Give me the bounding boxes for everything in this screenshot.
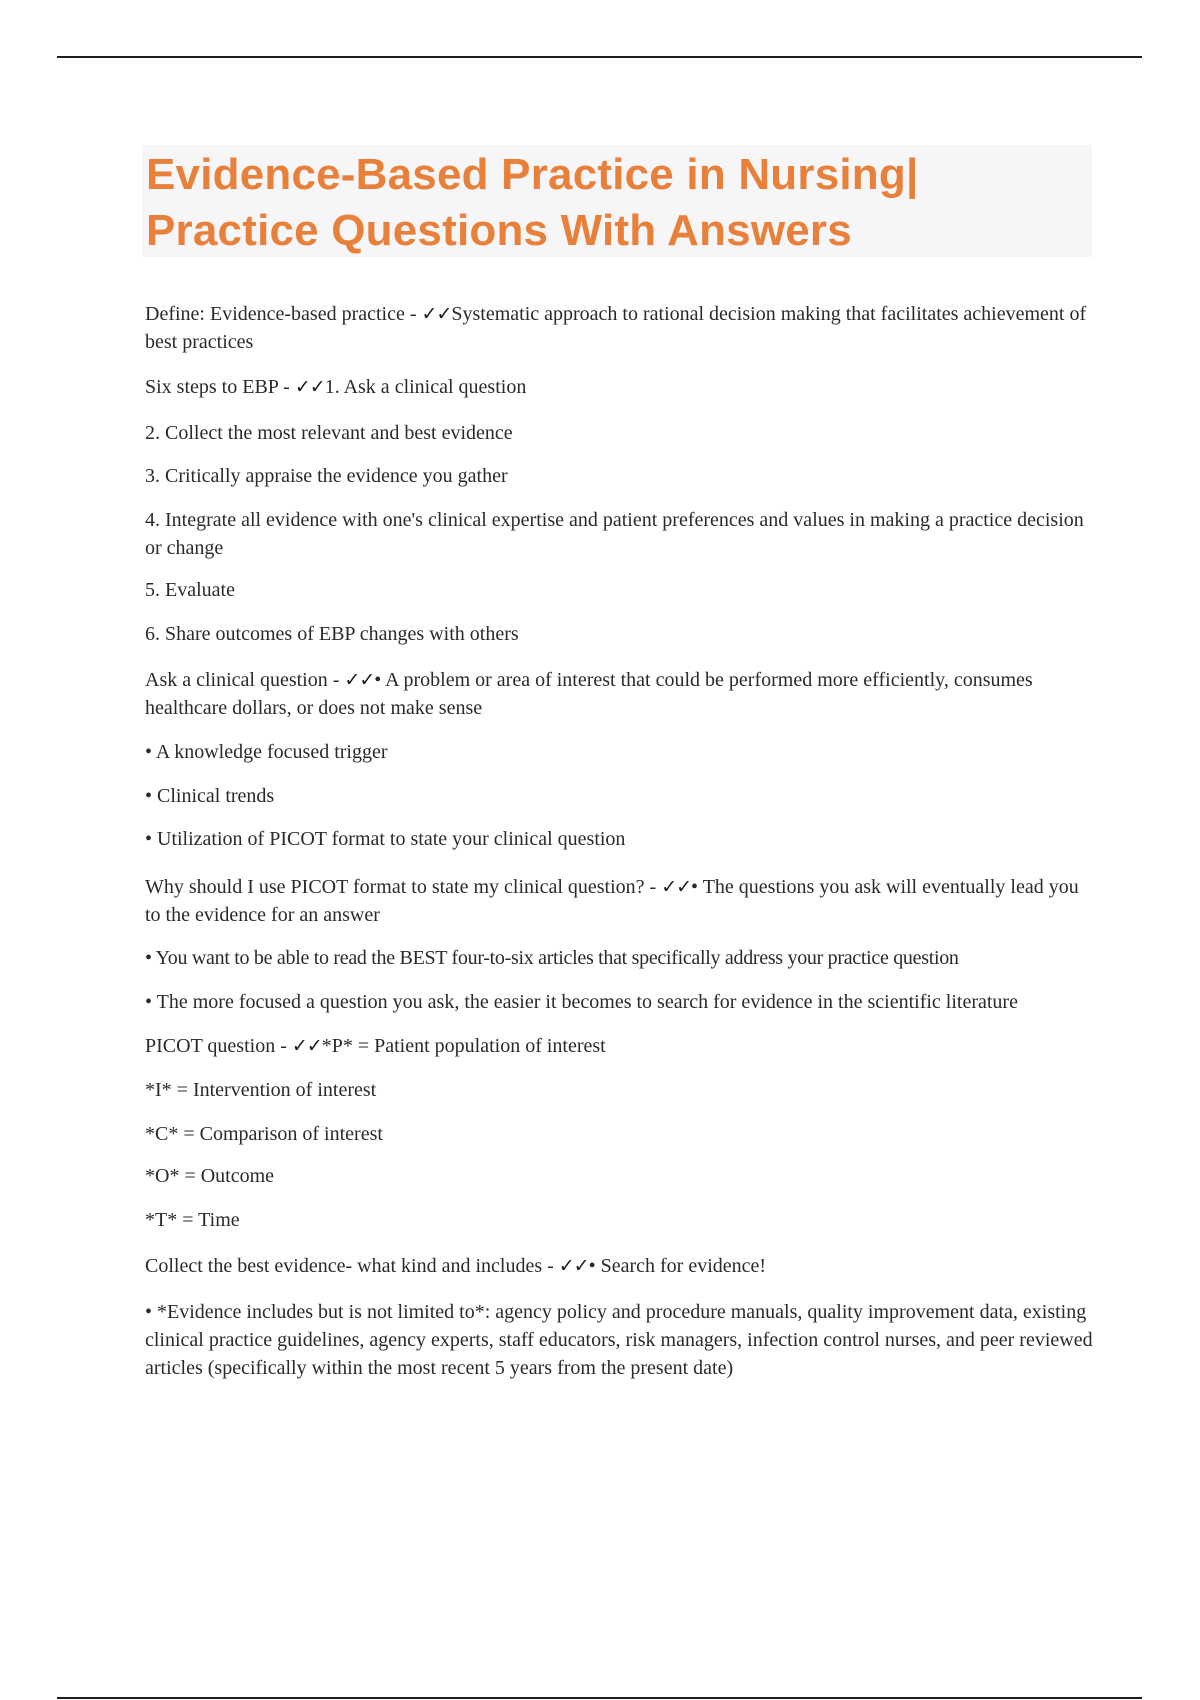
document-title (142, 145, 1092, 259)
list-item: • The more focused a question you ask, the easier it becomes to search for evidence in the scientific literature (145, 991, 1018, 1013)
list-item: *C* = Comparison of interest (145, 1123, 383, 1145)
double-check-icon: ✓✓ (661, 876, 692, 898)
list-item: 2. Collect the most relevant and best evidence (145, 422, 513, 444)
answer-text: • Search for evidence! (588, 1255, 767, 1277)
answer-text: Systematic approach to rational decision making that facilitates achievement of best practices (145, 303, 1087, 353)
qa-entry (145, 373, 1095, 401)
qa-entry (145, 666, 1095, 722)
double-check-icon: ✓✓ (291, 1035, 322, 1057)
answer-text: • The questions you ask will eventually lead you to the evidence for an answer (145, 876, 1079, 926)
title-banner (142, 145, 1092, 257)
footer-rule (57, 1697, 1142, 1699)
qa-entry (145, 873, 1095, 929)
list-item: *T* = Time (145, 1209, 240, 1231)
header-rule (57, 56, 1142, 58)
double-check-icon: ✓✓ (294, 376, 325, 398)
double-check-icon: ✓✓ (421, 303, 452, 325)
question-text: Define: Evidence-based practice - (145, 303, 422, 325)
question-text: Six steps to EBP - (145, 376, 295, 398)
list-item: 3. Critically appraise the evidence you gather (145, 465, 508, 487)
list-item: 5. Evaluate (145, 579, 235, 601)
list-item: *I* = Intervention of interest (145, 1079, 377, 1101)
qa-entry (145, 1032, 1095, 1060)
qa-entry (145, 1252, 1095, 1280)
answer-text: *P* = Patient population of interest (321, 1035, 606, 1057)
question-text: PICOT question - (145, 1035, 292, 1057)
list-item: • A knowledge focused trigger (145, 741, 388, 763)
question-text: Collect the best evidence- what kind and includes - (145, 1255, 559, 1277)
list-item: 4. Integrate all evidence with one's clinical expertise and patient preferences and values in making a practice decision or change (145, 509, 1084, 559)
list-item: • You want to be able to read the BEST four-to-six articles that specifically address your practice question (145, 947, 959, 969)
document-body (145, 300, 1095, 1382)
question-text: Why should I use PICOT format to state my clinical question? - (145, 876, 662, 898)
answer-text: 1. Ask a clinical question (324, 376, 527, 398)
double-check-icon: ✓✓ (558, 1255, 589, 1277)
qa-entry (145, 300, 1095, 356)
list-item: *O* = Outcome (145, 1165, 275, 1187)
list-item: • Clinical trends (145, 785, 275, 807)
list-item: • Utilization of PICOT format to state your clinical question (145, 828, 626, 850)
double-check-icon: ✓✓ (344, 669, 375, 691)
answer-text: • A problem or area of interest that could be performed more efficiently, consumes healthcare dollars, or does not make sense (145, 669, 1033, 719)
title-line-1: Evidence-Based Practice in Nursing| (146, 150, 919, 199)
list-item: • *Evidence includes but is not limited to*: agency policy and procedure manuals, quality improvement data, existing clinical practice guidelines, agency experts, staff educators, risk managers, infection control nurses, and peer reviewed articles (specifically within the most recent 5 years from the present date) (145, 1301, 1093, 1379)
list-item: 6. Share outcomes of EBP changes with others (145, 623, 519, 645)
question-text: Ask a clinical question - (145, 669, 345, 691)
title-line-2: Practice Questions With Answers (146, 206, 852, 255)
